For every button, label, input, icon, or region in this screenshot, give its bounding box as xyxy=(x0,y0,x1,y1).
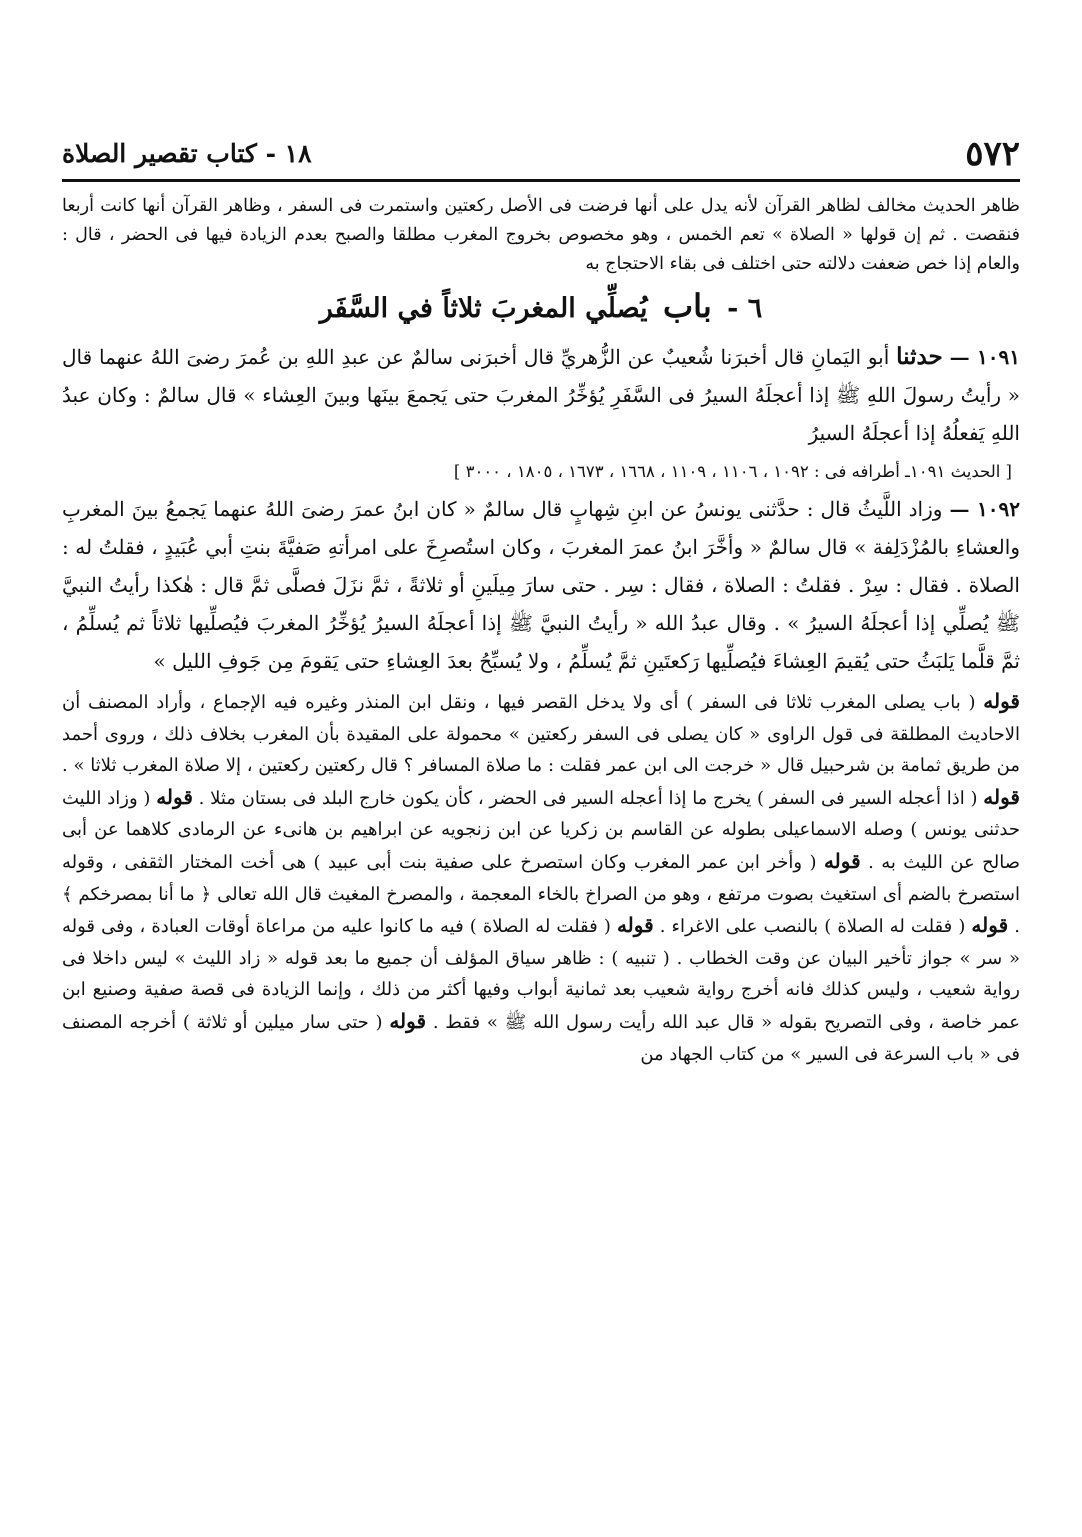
commentary-label: قوله xyxy=(971,913,1009,938)
commentary-label: قوله xyxy=(983,784,1020,809)
commentary-continuation: ظاهر الحديث مخالف لظاهر القرآن لأنه يدل على أنها فرضت فى الأصل ركعتين واستمرت فى السفر ، وظاهر القرآن أنها كانت أربعا فنقصت . ثم إن قولها « الصلاة » تعم الخمس ، وهو مخصوص بخروج المغرب مطلقا والصبح بعدم الزيادة فيها فى الحضر ، قال : والعام إذا خص ضعفت دلالته حتى اختلف فى بقاء الاحتجاج به xyxy=(62,196,1020,274)
commentary-label: قوله xyxy=(823,848,861,873)
hadith-references: [ الحديث ١٠٩١ـ أطرافه فى : ١٠٩٢ ، ١١٠٦ ، ١١٠٩ ، ١٦٦٨ ، ١٦٧٣ ، ١٨٠٥ ، ٣٠٠٠ ] xyxy=(453,462,1012,481)
hadith-number: ١٠٩١ — xyxy=(949,345,1020,369)
commentary-text: ( وأخر ابن عمر المغرب وكان استصرخ على صفية بنت أبى عبيد ) هى أخت المختار الثقفى ، وقوله استصرخ بالضم أى استغيث بصوت مرتفع ، وهو من الصراخ بالخاء المعجمة ، والمصرخ المغيث قال الله تعالى ﴿ ما أنا بمصرخكم ﴾ . xyxy=(62,851,1020,938)
hadith-opening: حدثنا xyxy=(896,343,943,370)
hadith-1091 xyxy=(62,338,1020,452)
hadith-number: ١٠٩٢ — xyxy=(949,497,1020,521)
commentary-label: قوله xyxy=(983,689,1020,713)
commentary-text: ( اذا أعجله السير فى السفر ) يخرج ما إذا أعجله السير فى الحضر ، كأن يكون خارج البلد فى بستان مثلا . xyxy=(198,787,978,809)
commentary-text: ( حتى سار ميلين أو ثلاثة ) أخرجه المصنف فى « باب السرعة فى السير » من كتاب الجهاد من xyxy=(62,1011,1020,1065)
chapter-number: ٦ - xyxy=(727,293,763,324)
commentary-label: قوله xyxy=(616,913,654,938)
commentary-text: ( باب يصلى المغرب ثلاثا فى السفر ) أى ولا يدخل القصر فيها ، ونقل ابن المنذر وغيره فيه الإجماع ، وأراد المصنف أن الاحاديث المطلقة فى قول الراوى « كان يصلى فى السفر ركعتين » محمولة على المقيدة بأن المغرب بخلاف ذلك ، وروى أحمد من طريق ثمامة بن شرحبيل قال « خرجت الى ابن عمر فقلت : ما صلاة المسافر ؟ قال ركعتين ركعتين ، إلا صلاة المغرب ثلاثا » . xyxy=(62,692,1020,777)
commentary-text: ( فقلت له الصلاة ) فيه ما كانوا عليه من مراعاة أوقات العبادة ، وفى قوله « سر » جواز تأخير البيان عن وقت الخطاب . ( تنبيه ) : ظاهر سياق المؤلف أن جميع ما بعد قوله « زاد الليث » ليس داخلا فى رواية شعيب ، وليس كذلك فانه أخرج رواية شعيب بعد ثمانية أبواب وفيها أكثر من ذلك ، وإنما الزيادة فى قصة صفية وصنيع ابن عمر خاصة ، وفى التصريح بقوله « قال عبد الله رأيت رسول الله ﷺ » فقط . xyxy=(62,916,1020,1033)
page-header xyxy=(62,126,1020,182)
chapter-title: ١٨ - كتاب تقصير الصلاة xyxy=(62,139,312,168)
hadith-1092 xyxy=(62,490,1020,680)
chapter-bab: باب xyxy=(662,287,712,325)
header-divider xyxy=(62,179,1020,182)
commentary-text: ( فقلت له الصلاة ) بالنصب على الاغراء . xyxy=(659,916,966,938)
hadith-text: وزاد اللَّيثُ قال : حدَّثنى يونسُ عن ابنِ شِهابٍ قال سالمٌ « كان ابنُ عمرَ رضىَ اللهُ عنهما يَجمعُ بينَ المغربِ والعشاءِ بالمُزْدَلِفة » قال سالمٌ « وأخَّرَ ابنُ عمرَ المغربَ ، وكان استُصرِخَ على امرأتهِ صَفيَّةَ بنتِ أبي عُبَيدٍ ، فقلتُ له : الصلاة . فقال : سِرْ . فقلتُ : الصلاة ، فقال : سِر . حتى سارَ مِيلَينِ أو ثلاثةً ، ثمَّ نزَلَ فصلَّى ثمَّ قال : هٰكذا رأيتُ النبيَّ ﷺ يُصلِّي إذا أعجلَهُ السيرُ » . وقال عبدُ الله « رأيتُ النبيَّ ﷺ إذا أعجلَهُ السيرُ يُؤخِّرُ المغربَ فيُصلِّيها ثلاثاً ثم يُسلِّمُ ، ثمَّ قلَّما يَلبَثُ حتى يُقيمَ العِشاءَ فيُصلِّيها رَكعتَينِ ثمَّ يُسلِّمُ ، ولا يُسبِّحُ بعدَ العِشاءِ حتى يَقومَ مِن جَوفِ الليل » xyxy=(62,497,1020,673)
page-number: ٥٧٢ xyxy=(965,134,1020,174)
commentary-label: قوله xyxy=(389,1008,427,1033)
page-body xyxy=(62,192,1020,1527)
chapter-heading-title: يُصلِّي المغربَ ثلاثاً في السَّفَر xyxy=(319,293,648,324)
hadith-text: أبو اليَمانِ قال أخبرَنا شُعيبٌ عن الزُّهريِّ قال أخبرَنى سالمٌ عن عبدِ اللهِ بن عُمرَ رضىَ اللهُ عنهما قال « رأيتُ رسولَ اللهِ ﷺ إذا أعجلَهُ السيرُ فى السَّفَرِ يُؤخِّرُ المغربَ حتى يَجمعَ بينَها وبينَ العِشاء » قال سالمٌ : وكان عبدُ اللهِ يَفعلُهُ إذا أعجلَهُ السيرُ xyxy=(62,345,1020,445)
commentary-text: ( وزاد الليث حدثنى يونس ) وصله الاسماعيلى بطوله عن القاسم بن زكريا عن ابن زنجويه عن ابراهيم بن هانىء عن الرمادى كلاهما عن أبى صالح عن الليث به . xyxy=(62,787,1020,873)
commentary xyxy=(62,686,1020,1070)
chapter-heading xyxy=(62,287,1020,328)
commentary-label: قوله xyxy=(156,784,193,809)
